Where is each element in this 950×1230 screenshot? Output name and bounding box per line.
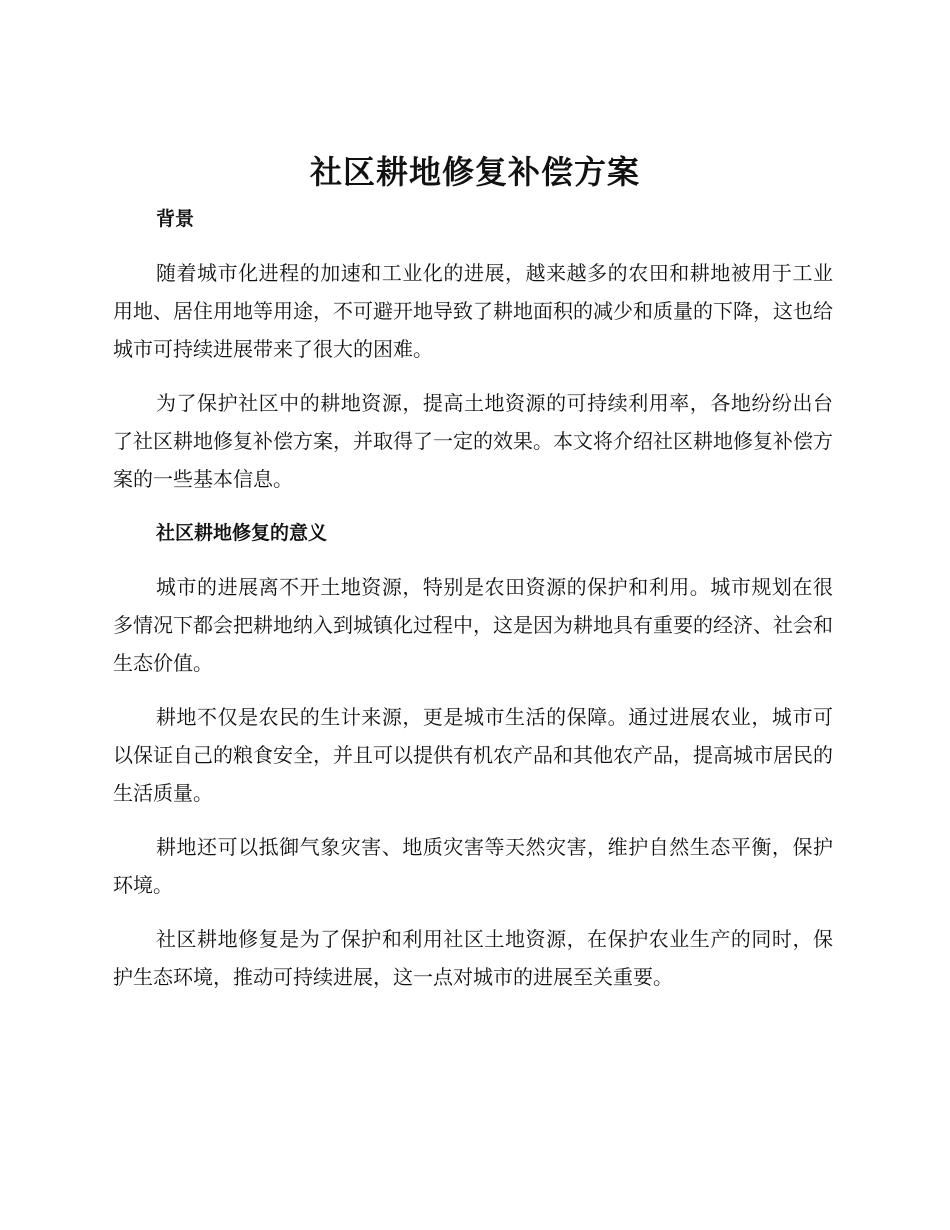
section-heading-background: 背景 [156,208,195,230]
document-body [113,200,833,1012]
paragraph: 随着城市化进程的加速和工业化的进展，越来越多的农田和耕地被用于工业用地、居住用地等用途，不可避开地导致了耕地面积的减少和质量的下降，这也给城市可持续进展带来了很大的困难。 [113,261,833,361]
paragraph: 社区耕地修复是为了保护和利用社区土地资源，在保护农业生产的同时，保护生态环境，推动可持续进展，这一点对城市的进展至关重要。 [113,927,833,989]
paragraph: 耕地还可以抵御气象灾害、地质灾害等天然灾害，维护自然生态平衡，保护环境。 [113,835,833,897]
paragraph: 耕地不仅是农民的生计来源，更是城市生活的保障。通过进展农业，城市可以保证自己的粮食安全，并且可以提供有机农产品和其他农产品，提高城市居民的生活质量。 [113,705,833,805]
document-title: 社区耕地修复补偿方案 [309,153,640,191]
paragraph: 城市的进展离不开土地资源，特别是农田资源的保护和利用。城市规划在很多情况下都会把耕地纳入到城镇化过程中，这是因为耕地具有重要的经济、社会和生态价值。 [113,575,833,675]
section-heading-significance: 社区耕地修复的意义 [156,522,328,544]
paragraph: 为了保护社区中的耕地资源，提高土地资源的可持续利用率，各地纷纷出台了社区耕地修复补偿方案，并取得了一定的效果。本文将介绍社区耕地修复补偿方案的一些基本信息。 [113,391,833,491]
